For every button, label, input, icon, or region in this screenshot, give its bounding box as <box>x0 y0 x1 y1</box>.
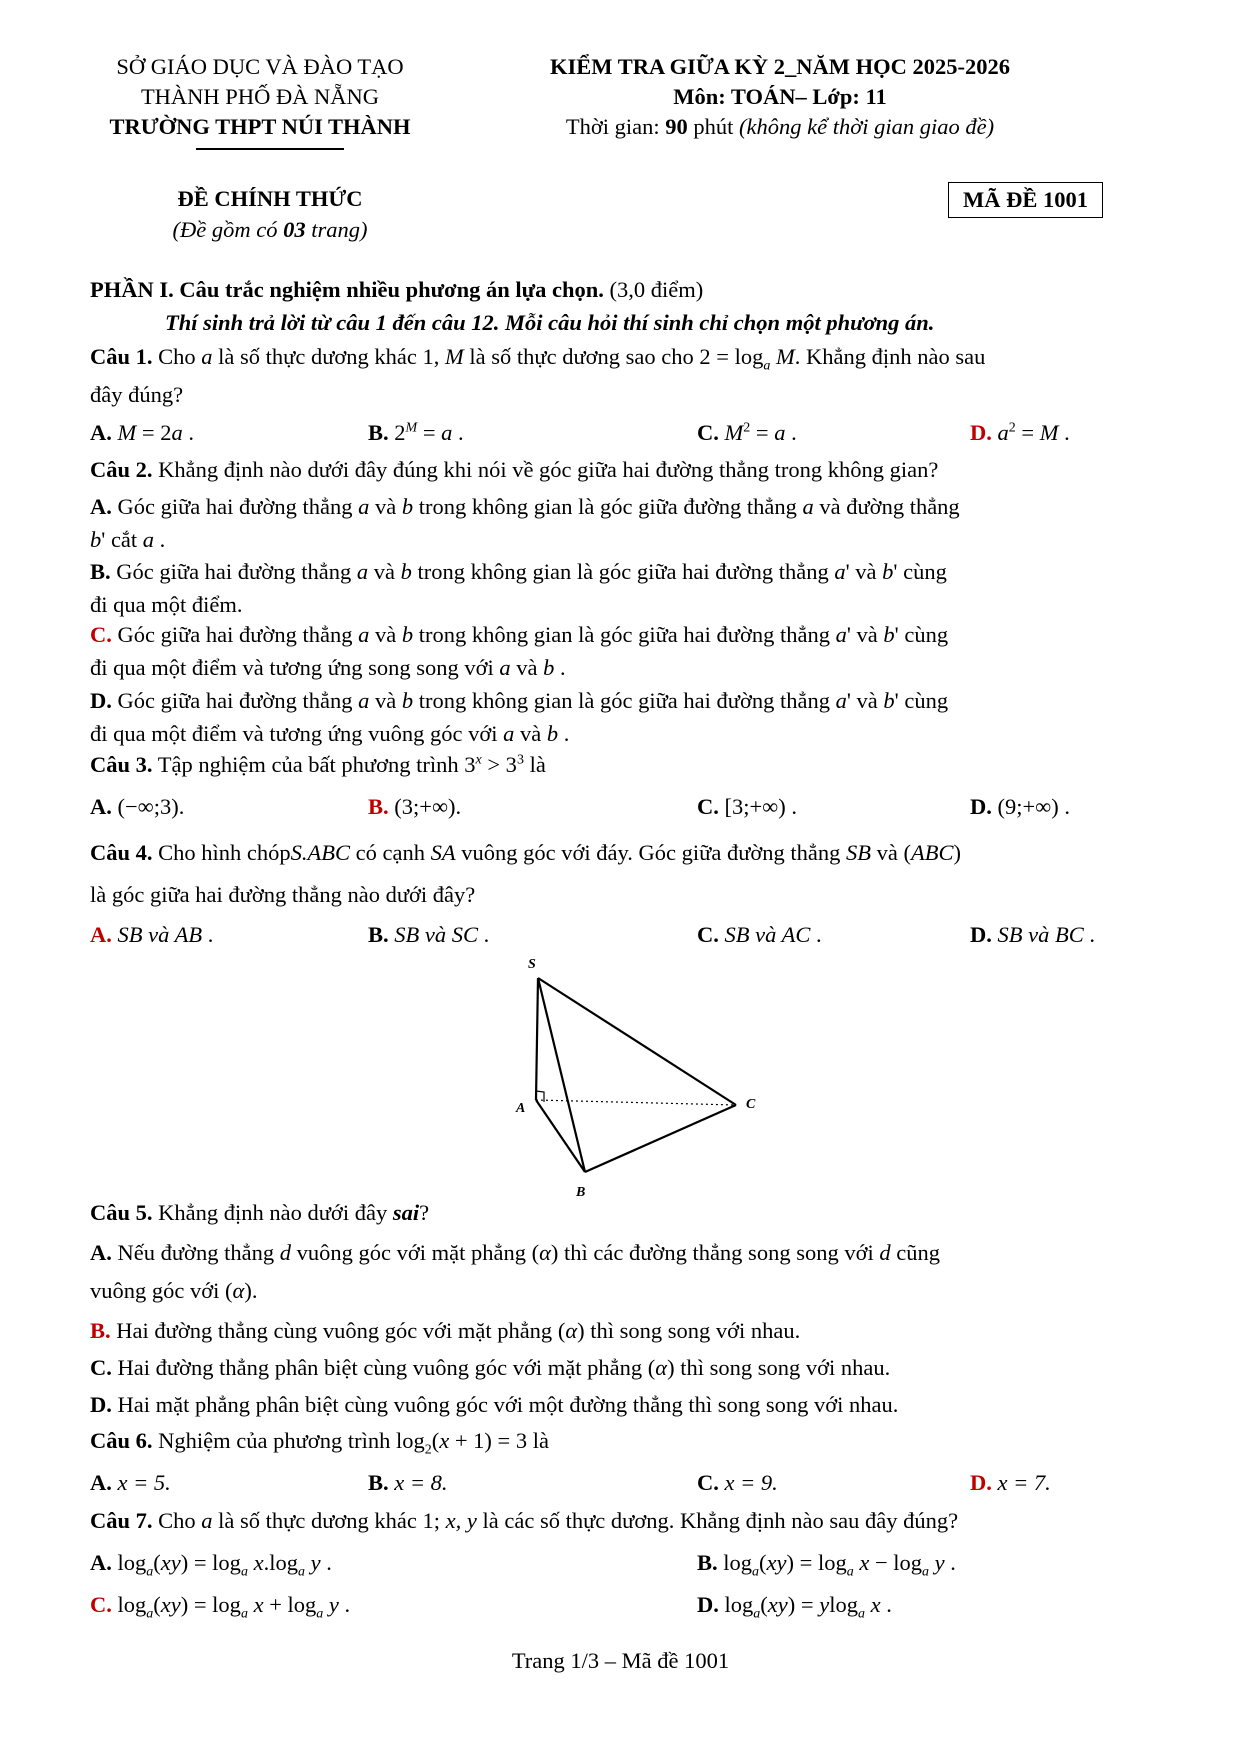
q4-option-d[interactable]: D. SB và BC . <box>970 922 1095 947</box>
q3-option-d[interactable]: D. (9;+∞) . <box>970 794 1070 819</box>
school-name: TRƯỜNG THPT NÚI THÀNH <box>109 114 411 139</box>
q3-option-b[interactable]: B. (3;+∞). <box>368 794 462 819</box>
q1-stem: Câu 1. Cho a là số thực dương khác 1, M là số thực dương sao cho $2 = \log_a M$. Khẳng định nào sau <box>90 344 986 374</box>
q2-option-c[interactable]: C. Góc giữa hai đường thẳng a và b trong không gian là góc giữa hai đường thẳng a' và b' cùng đi qua một điểm và tương ứng song song với a và b . <box>90 622 949 680</box>
exam-time: Thời gian: 90 phút (không kể thời gian giao đề) <box>565 114 995 139</box>
q2-option-a[interactable]: A. Góc giữa hai đường thẳng a và b trong không gian là góc giữa đường thẳng a và đường thẳng b' cắt a . <box>90 494 960 552</box>
q7-option-b[interactable]: B. $\log_a(xy) = \log_a x - \log_a y$ . <box>697 1550 956 1580</box>
q5-option-a[interactable]: A. Nếu đường thẳng d vuông góc với mặt phẳng (α) thì các đường thẳng song song với d cũng vuông góc với (α). <box>90 1240 940 1303</box>
q7-option-d[interactable]: D. $\log_a(xy) = ylog_a$ x . <box>697 1592 892 1622</box>
q2-option-d[interactable]: D. Góc giữa hai đường thẳng a và b trong không gian là góc giữa hai đường thẳng a' và b' cùng đi qua một điểm và tương ứng vuông góc với a và b . <box>90 688 949 746</box>
edge-ab <box>536 1100 585 1172</box>
label-b: B <box>576 1185 586 1200</box>
pages-note: (Đề gồm có 03 trang) <box>172 217 368 242</box>
q7-option-c[interactable]: C. $\log_a(xy) = \log_a x + \log_a y$ . <box>90 1592 351 1622</box>
q6-stem: Câu 6. Nghiệm của phương trình $\log_2(x + 1) = 3$ là <box>90 1428 549 1458</box>
q3-stem: Câu 3. Tập nghiệm của bất phương trình $3^x > 3^3$ là <box>90 752 546 777</box>
edge-sa <box>536 978 538 1100</box>
pyramid-figure <box>500 950 780 1200</box>
q7-option-a[interactable]: A. $\log_a(xy) = \log_a x.\log_a$ y . <box>90 1550 332 1580</box>
label-s: S <box>528 957 536 972</box>
official-label: ĐỀ CHÍNH THỨC <box>177 186 363 211</box>
city-name: THÀNH PHỐ ĐÀ NẴNG <box>140 84 380 109</box>
q1-option-c[interactable]: C. $M^2 = a$ . <box>697 420 797 445</box>
q1-option-b[interactable]: B. $2^M = a$ . <box>368 420 464 445</box>
exam-title: KIỂM TRA GIỮA KỲ 2_NĂM HỌC 2025-2026 <box>549 54 1010 79</box>
q5-option-b[interactable]: B. Hai đường thẳng cùng vuông góc với mặt phẳng (α) thì song song với nhau. <box>90 1318 801 1343</box>
q3-option-a[interactable]: A. (−∞;3). <box>90 794 185 819</box>
school-underline <box>196 148 344 150</box>
edge-ac <box>536 1100 736 1105</box>
edge-bc <box>585 1105 736 1172</box>
q2-option-b[interactable]: B. Góc giữa hai đường thẳng a và b trong không gian là góc giữa hai đường thẳng a' và b' cùng đi qua một điểm. <box>90 559 947 617</box>
q6-option-c[interactable]: C. x = 9. <box>697 1470 778 1495</box>
label-a: A <box>516 1101 526 1116</box>
q5-option-c[interactable]: C. Hai đường thẳng phân biệt cùng vuông góc với mặt phẳng (α) thì song song với nhau. <box>90 1355 891 1380</box>
q4-option-a[interactable]: A. SB và AB . <box>90 922 214 947</box>
exam-code-box: MÃ ĐỀ 1001 <box>948 182 1103 218</box>
q1-option-a[interactable]: A. M = 2a . <box>90 420 194 445</box>
label-c: C <box>746 1097 756 1112</box>
q4-stem-line2: là góc giữa hai đường thẳng nào dưới đây? <box>90 882 476 907</box>
q5-stem: Câu 5. Khẳng định nào dưới đây sai? <box>90 1200 430 1225</box>
part1-instruction: Thí sinh trả lời từ câu 1 đến câu 12. Mỗi câu hỏi thí sinh chỉ chọn một phương án. <box>165 310 935 335</box>
q4-option-b[interactable]: B. SB và SC . <box>368 922 490 947</box>
q1-stem-line2: đây đúng? <box>90 382 184 407</box>
q6-option-a[interactable]: A. x = 5. <box>90 1470 171 1495</box>
edge-sb <box>538 978 585 1172</box>
part1-title: PHẦN I. Câu trắc nghiệm nhiều phương án lựa chọn. (3,0 điểm) <box>90 277 704 302</box>
edge-sc <box>538 978 736 1105</box>
q1-option-d[interactable]: D. $a^2 = M$ . <box>970 420 1070 445</box>
q3-option-c[interactable]: C. [3;+∞) . <box>697 794 797 819</box>
q7-stem: Câu 7. Cho a là số thực dương khác 1; x, y là các số thực dương. Khẳng định nào sau đây đúng? <box>90 1508 959 1533</box>
q6-option-b[interactable]: B. x = 8. <box>368 1470 448 1495</box>
q6-option-d[interactable]: D. x = 7. <box>970 1470 1051 1495</box>
q4-stem: Câu 4. Cho hình chópS.ABC có cạnh SA vuông góc với đáy. Góc giữa đường thẳng SB và (ABC) <box>90 840 962 865</box>
page-footer: Trang 1/3 – Mã đề 1001 <box>511 1648 730 1673</box>
q5-option-d[interactable]: D. Hai mặt phẳng phân biệt cùng vuông góc với một đường thẳng thì song song với nhau. <box>90 1392 899 1417</box>
q4-option-c[interactable]: C. SB và AC . <box>697 922 822 947</box>
dept-name: SỞ GIÁO DỤC VÀ ĐÀO TẠO <box>116 54 404 79</box>
q2-stem: Câu 2. Khẳng định nào dưới đây đúng khi nói về góc giữa hai đường thẳng trong không gian? <box>90 457 939 482</box>
exam-subject: Môn: TOÁN– Lớp: 11 <box>673 84 887 109</box>
